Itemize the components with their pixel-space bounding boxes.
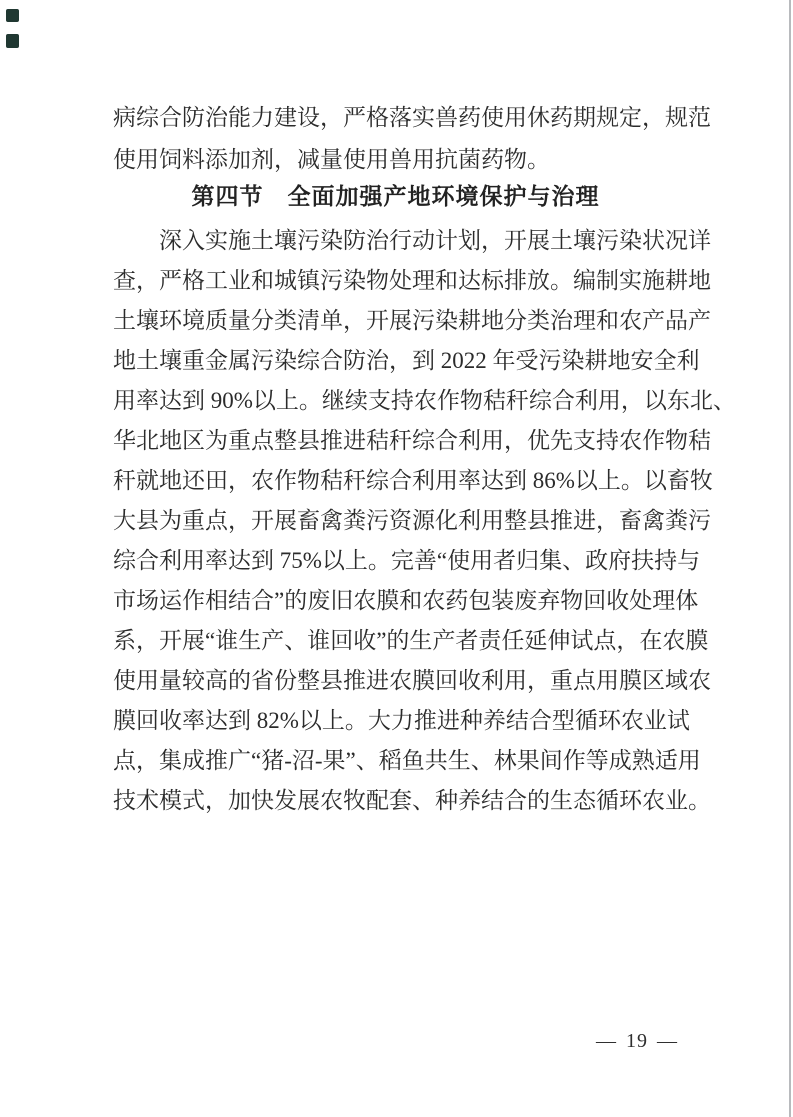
text-line: 大县为重点，开展畜禽粪污资源化利用整县推进，畜禽粪污 (113, 508, 711, 533)
text-line: 市场运作相结合”的废旧农膜和农药包装废弃物回收处理体 (113, 588, 699, 613)
page-edge-line (789, 0, 791, 1117)
text-line: 查，严格工业和城镇污染物处理和达标排放。编制实施耕地 (113, 268, 711, 293)
text-line: 华北地区为重点整县推进秸秆综合利用，优先支持农作物秸 (113, 428, 711, 453)
text-line: 系，开展“谁生产、谁回收”的生产者责任延伸试点，在农膜 (113, 628, 709, 653)
page-number: — 19 — (596, 1030, 678, 1052)
text-line: 膜回收率达到 82%以上。大力推进种养结合型循环农业试 (113, 708, 690, 733)
text-line: 技术模式，加快发展农牧配套、种养结合的生态循环农业。 (113, 788, 711, 813)
text-line: 土壤环境质量分类清单，开展污染耕地分类治理和农产品产 (113, 308, 711, 333)
text-line: 用率达到 90%以上。继续支持农作物秸秆综合利用，以东北、 (113, 388, 736, 413)
body-paragraph (113, 221, 736, 821)
text-line: 使用饲料添加剂，减量使用兽用抗菌药物。 (113, 147, 550, 172)
section-heading: 第四节 全面加强产地环境保护与治理 (191, 184, 600, 209)
intro-paragraph (113, 97, 711, 181)
scan-artifact-mark (6, 34, 19, 48)
text-line: 秆就地还田，农作物秸秆综合利用率达到 86%以上。以畜牧 (113, 468, 713, 493)
text-line: 点，集成推广“猪-沼-果”、稻鱼共生、林果间作等成熟适用 (113, 748, 701, 773)
text-line: 病综合防治能力建设，严格落实兽药使用休药期规定，规范 (113, 105, 711, 130)
text-line: 深入实施土壤污染防治行动计划，开展土壤污染状况详 (159, 228, 711, 253)
text-line: 地土壤重金属污染综合防治，到 2022 年受污染耕地安全利 (113, 348, 700, 373)
text-line: 使用量较高的省份整县推进农膜回收利用，重点用膜区域农 (113, 668, 711, 693)
text-line: 综合利用率达到 75%以上。完善“使用者归集、政府扶持与 (113, 548, 701, 573)
scan-artifact-mark (6, 9, 19, 22)
